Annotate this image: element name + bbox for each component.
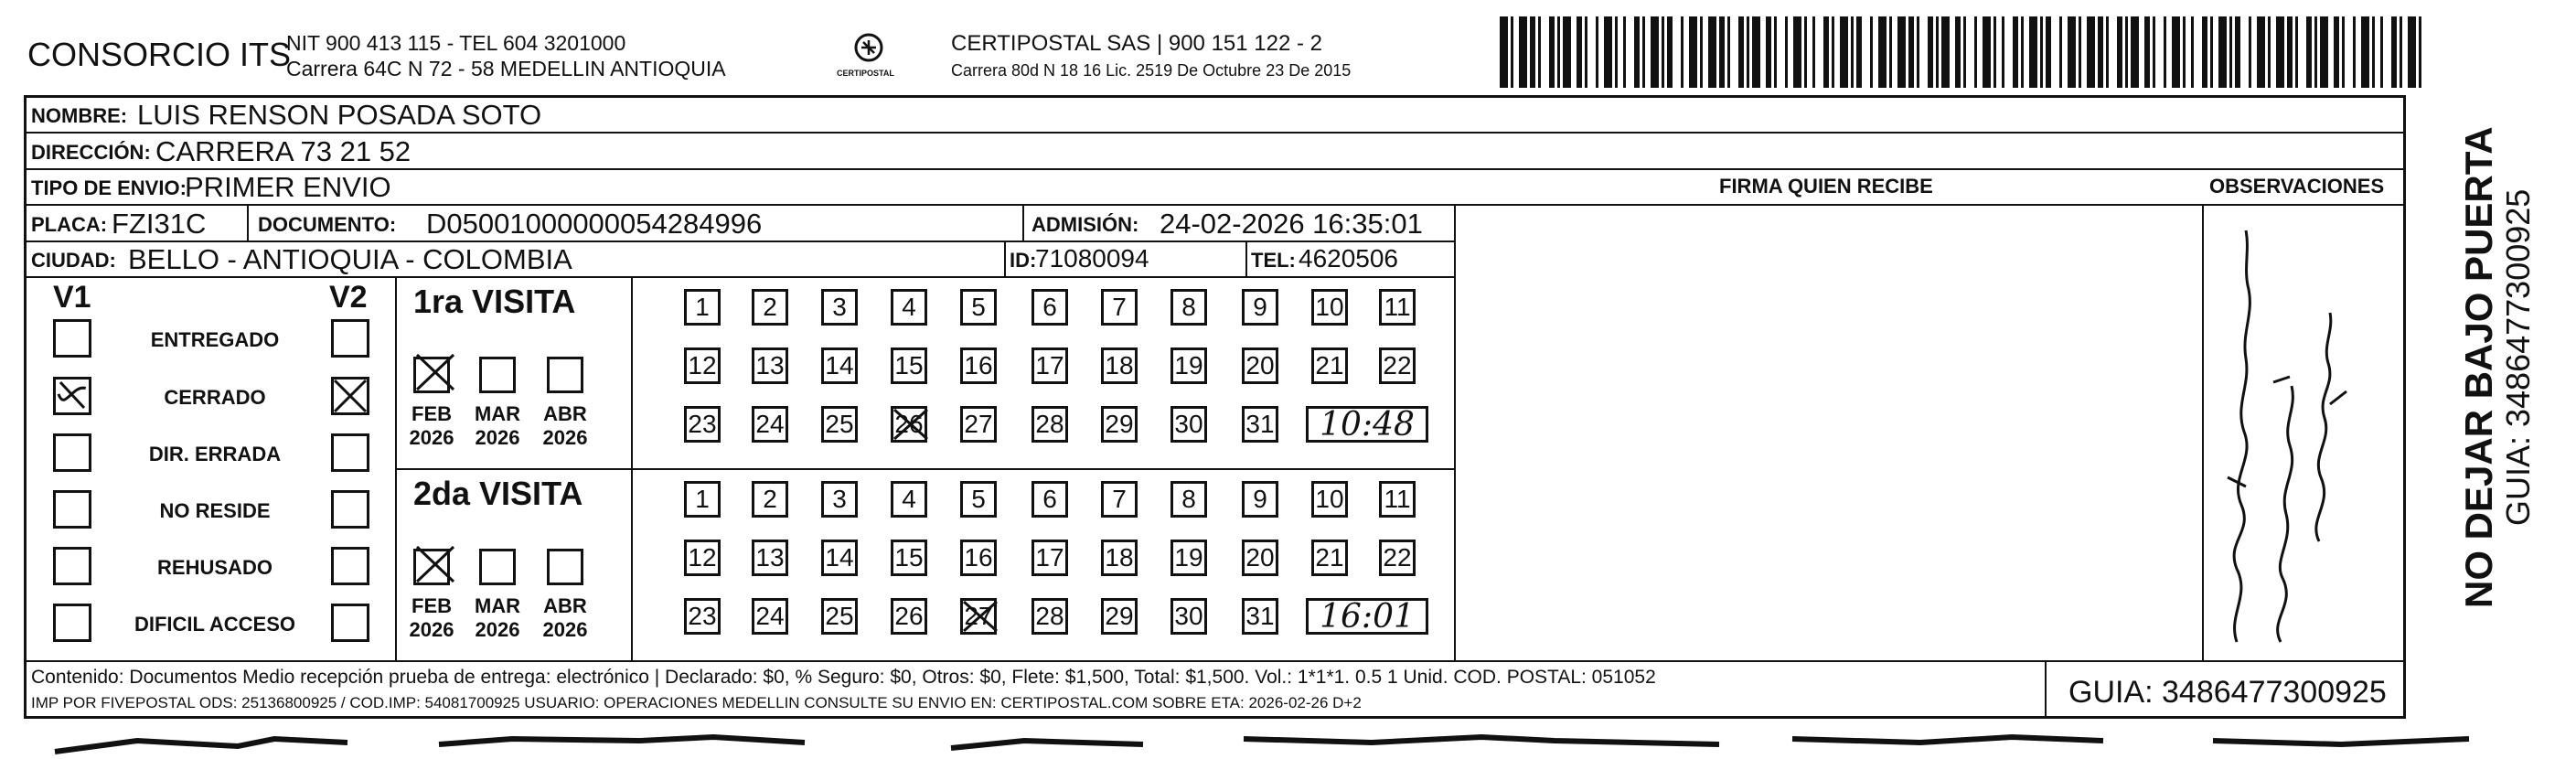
barcode-bar: [2257, 16, 2265, 88]
day-box-7[interactable]: 7: [1101, 289, 1138, 326]
barcode-bar: [2400, 16, 2402, 88]
tel-value: 4620506: [1299, 244, 1399, 273]
status-label: CERRADO: [164, 386, 266, 409]
barcode-bar: [1856, 16, 1862, 88]
barcode-bar: [2183, 16, 2186, 88]
barcode-bar: [2131, 16, 2139, 88]
day-box-17[interactable]: 17: [1031, 540, 1068, 576]
day-mark-icon: [891, 406, 931, 443]
day-box-19[interactable]: 19: [1170, 540, 1207, 576]
day-box-2[interactable]: 2: [752, 481, 788, 518]
side-warning: NO DEJAR BAJO PUERTA: [2457, 126, 2500, 608]
v1-checkbox[interactable]: [53, 604, 91, 642]
barcode-bar: [1596, 16, 1598, 88]
day-box-14[interactable]: 14: [821, 347, 858, 384]
col-divider: [1022, 204, 1024, 241]
month-label: MAR 2026: [474, 594, 521, 642]
month-label: ABR 2026: [542, 402, 588, 450]
status-label: ENTREGADO: [150, 328, 280, 351]
status-label: REHUSADO: [157, 556, 273, 579]
barcode-bar: [1840, 16, 1848, 88]
visit-title: 2da VISITA: [413, 475, 583, 512]
admision-value: 24-02-2026 16:35:01: [1160, 208, 1423, 240]
barcode-bar: [1662, 16, 1664, 88]
month-label: FEB 2026: [409, 402, 454, 450]
barcode-bar: [2334, 16, 2339, 88]
barcode-bar: [1812, 16, 1815, 88]
tel-label: TEL:: [1251, 249, 1296, 272]
day-box-24[interactable]: 24: [752, 406, 788, 443]
barcode-bar: [1897, 16, 1906, 88]
barcode-bar: [2218, 16, 2227, 88]
barcode-bar: [2029, 16, 2037, 88]
month-checkbox[interactable]: [547, 549, 583, 585]
barcode-bar: [2287, 16, 2293, 88]
v2-checkbox[interactable]: [331, 319, 369, 358]
day-box-30[interactable]: 30: [1170, 406, 1207, 443]
barcode-bar: [2235, 16, 2240, 88]
day-box-18[interactable]: 18: [1101, 347, 1138, 384]
barcode-bar: [1908, 16, 1914, 88]
day-box-22[interactable]: 22: [1379, 540, 1416, 576]
company-address-line: Carrera 64C N 72 - 58 MEDELLIN ANTIOQUIA: [286, 57, 726, 80]
day-box-25[interactable]: 25: [821, 406, 858, 443]
barcode-bar: [2419, 16, 2421, 88]
barcode-bar: [1993, 16, 1996, 88]
day-box-11[interactable]: 11: [1379, 289, 1416, 326]
nombre-value: LUIS RENSON POSADA SOTO: [137, 99, 542, 131]
barcode-bar: [2408, 16, 2416, 88]
status-label: DIFICIL ACCESO: [134, 613, 295, 636]
barcode-bar: [2372, 16, 2375, 88]
barcode-bar: [1530, 16, 1535, 88]
v1-checkbox[interactable]: [53, 490, 91, 529]
barcode-bar: [2144, 16, 2150, 88]
direccion-label: DIRECCIÓN:: [31, 141, 151, 164]
day-box-21[interactable]: 21: [1311, 347, 1348, 384]
barcode-bar: [1667, 16, 1673, 88]
barcode-bar: [1974, 16, 1977, 88]
day-box-28[interactable]: 28: [1031, 406, 1068, 443]
barcode-bar: [1747, 16, 1749, 88]
day-box-2[interactable]: 2: [752, 289, 788, 326]
barcode-bar: [2125, 16, 2128, 88]
courier-line1: CERTIPOSTAL SAS | 900 151 122 - 2: [951, 31, 1322, 56]
visit-time-box[interactable]: 10:48: [1306, 406, 1428, 443]
barcode-bar: [1793, 16, 1801, 88]
month-mark-icon: [413, 351, 457, 393]
barcode-bar: [1615, 16, 1618, 88]
barcode-bar: [1634, 16, 1640, 88]
day-box-29[interactable]: 29: [1101, 406, 1138, 443]
day-box-27[interactable]: 27: [960, 598, 997, 635]
barcode-bar: [1851, 16, 1854, 88]
barcode-bar: [1623, 16, 1626, 88]
barcode-bar: [1870, 16, 1873, 88]
barcode-bar: [2002, 16, 2004, 88]
barcode-bar: [1585, 16, 1587, 88]
footer-guia: GUIA: 3486477300925: [2068, 675, 2387, 710]
barcode-bar: [1604, 16, 1612, 88]
company-nit-line: NIT 900 413 115 - TEL 604 3201000: [286, 31, 626, 55]
barcode-bar: [2059, 16, 2062, 88]
footer-print-info: IMP POR FIVEPOSTAL ODS: 25136800925 / COD.IMP: 54081700925 USUARIO: OPERACIONES MEDELLIN CONSULTE SU ENVIO EN: CERTIPOSTAL.COM SOBRE ETA: 2026-02-26 D+2: [31, 694, 1362, 711]
month-label: ABR 2026: [542, 594, 588, 642]
barcode-bar: [1563, 16, 1571, 88]
tipo-envio-value: PRIMER ENVIO: [185, 171, 391, 203]
day-box-9[interactable]: 9: [1242, 289, 1278, 326]
day-box-4[interactable]: 4: [891, 289, 927, 326]
month-checkbox[interactable]: [479, 357, 516, 393]
barcode-bar: [1878, 16, 1887, 88]
id-value: 71080094: [1035, 244, 1149, 273]
barcode-bar: [2249, 16, 2251, 88]
barcode-bar: [1738, 16, 1744, 88]
footer-contents: Contenido: Documentos Medio recepción prueba de entrega: electrónico | Declarado: $0, % Seguro: $0, Otros: $0, Flete: $1,500, Total: $1,500. Vol.: 1*1*1. 0.5 1 Unid. COD. POSTAL: 051052: [31, 667, 1656, 688]
day-box-10[interactable]: 10: [1311, 289, 1348, 326]
barcode-bar: [2172, 16, 2180, 88]
barcode-bar: [2229, 16, 2232, 88]
row-divider: [24, 204, 2406, 206]
barcode-bar: [2087, 16, 2095, 88]
barcode-bar: [1917, 16, 1919, 88]
month-label: MAR 2026: [474, 402, 521, 450]
row-divider: [24, 276, 1455, 278]
logo-icon: [837, 26, 901, 90]
day-mark-icon: [960, 598, 1000, 635]
day-box-15[interactable]: 15: [891, 540, 927, 576]
day-box-15[interactable]: 15: [891, 347, 927, 384]
day-box-7[interactable]: 7: [1101, 481, 1138, 518]
day-box-29[interactable]: 29: [1101, 598, 1138, 635]
barcode-bar: [1727, 16, 1730, 88]
day-box-19[interactable]: 19: [1170, 347, 1207, 384]
barcode-bar: [2342, 16, 2345, 88]
barcode-bar: [2391, 16, 2397, 88]
v1-header: V1: [53, 280, 91, 315]
barcode-bar: [2276, 16, 2284, 88]
col-divider: [1454, 204, 1456, 661]
admision-label: ADMISIÓN:: [1031, 213, 1139, 236]
day-box-18[interactable]: 18: [1101, 540, 1138, 576]
barcode: [1500, 16, 2423, 88]
barcode-bar: [1936, 16, 1939, 88]
barcode-bar: [1511, 16, 1513, 88]
barcode-bar: [1832, 16, 1834, 88]
day-box-13[interactable]: 13: [752, 347, 788, 384]
certipostal-logo: [837, 26, 901, 90]
barcode-bar: [1785, 16, 1788, 88]
barcode-bar: [2295, 16, 2298, 88]
barcode-bar: [2040, 16, 2043, 88]
torn-edge-icon: [0, 732, 2576, 759]
barcode-bar: [2320, 16, 2328, 88]
col-divider: [1245, 241, 1247, 277]
nombre-label: NOMBRE:: [31, 104, 128, 127]
barcode-bar: [1577, 16, 1582, 88]
placa-value: FZI31C: [112, 208, 207, 240]
barcode-bar: [2164, 16, 2166, 88]
col-divider: [247, 204, 249, 241]
barcode-bar: [1500, 16, 1508, 88]
row-divider: [395, 468, 1454, 470]
barcode-bar: [1557, 16, 1560, 88]
v1-checkbox[interactable]: [53, 547, 91, 585]
barcode-bar: [2079, 16, 2081, 88]
logo-caption: CERTIPOSTAL: [837, 69, 894, 78]
barcode-bar: [2013, 16, 2018, 88]
side-guia: GUIA: 3486477300925: [2499, 188, 2537, 526]
visit-time-box[interactable]: 16:01: [1306, 598, 1428, 635]
day-box-14[interactable]: 14: [821, 540, 858, 576]
barcode-bar: [1963, 16, 1966, 88]
barcode-bar: [1549, 16, 1555, 88]
day-box-17[interactable]: 17: [1031, 347, 1068, 384]
barcode-bar: [2098, 16, 2103, 88]
barcode-bar: [1538, 16, 1541, 88]
day-box-27[interactable]: 27: [960, 406, 997, 443]
barcode-bar: [1752, 16, 1760, 88]
day-box-23[interactable]: 23: [684, 406, 721, 443]
barcode-bar: [2380, 16, 2383, 88]
day-box-21[interactable]: 21: [1311, 540, 1348, 576]
barcode-bar: [2117, 16, 2122, 88]
day-box-26[interactable]: 26: [891, 598, 927, 635]
v2-checkbox[interactable]: [331, 547, 369, 585]
day-box-8[interactable]: 8: [1170, 481, 1207, 518]
barcode-bar: [1766, 16, 1771, 88]
documento-label: DOCUMENTO:: [258, 213, 397, 236]
day-box-20[interactable]: 20: [1242, 540, 1278, 576]
barcode-bar: [1774, 16, 1777, 88]
day-box-31[interactable]: 31: [1242, 598, 1278, 635]
barcode-bar: [1651, 16, 1659, 88]
row-divider: [24, 241, 1455, 242]
day-box-24[interactable]: 24: [752, 598, 788, 635]
status-label: DIR. ERRADA: [148, 443, 282, 465]
day-box-30[interactable]: 30: [1170, 598, 1207, 635]
barcode-bar: [1719, 16, 1725, 88]
visit-title: 1ra VISITA: [413, 283, 576, 320]
tipo-envio-label: TIPO DE ENVIO:: [31, 176, 187, 199]
barcode-bar: [1642, 16, 1645, 88]
handwriting-icon: [2209, 212, 2401, 656]
row-divider: [24, 168, 2406, 170]
barcode-bar: [1983, 16, 1991, 88]
barcode-bar: [1708, 16, 1716, 88]
day-box-12[interactable]: 12: [684, 347, 721, 384]
company-name: CONSORCIO ITS: [27, 36, 292, 73]
barcode-bar: [1700, 16, 1703, 88]
barcode-bar: [2068, 16, 2076, 88]
day-box-13[interactable]: 13: [752, 540, 788, 576]
v2-checkbox[interactable]: [331, 604, 369, 642]
day-box-5[interactable]: 5: [960, 481, 997, 518]
barcode-bar: [2046, 16, 2051, 88]
day-box-9[interactable]: 9: [1242, 481, 1278, 518]
observaciones-header: OBSERVACIONES: [2209, 175, 2385, 198]
barcode-bar: [2353, 16, 2356, 88]
day-box-3[interactable]: 3: [821, 481, 858, 518]
observations-area[interactable]: [2209, 212, 2401, 656]
day-box-23[interactable]: 23: [684, 598, 721, 635]
barcode-bar: [1955, 16, 1961, 88]
barcode-bar: [2268, 16, 2271, 88]
v2-checkbox[interactable]: [331, 490, 369, 529]
barcode-bar: [2106, 16, 2109, 88]
day-box-22[interactable]: 22: [1379, 347, 1416, 384]
day-box-20[interactable]: 20: [1242, 347, 1278, 384]
day-box-8[interactable]: 8: [1170, 289, 1207, 326]
day-box-6[interactable]: 6: [1031, 481, 1068, 518]
signature-area[interactable]: [1461, 210, 2193, 654]
row-divider: [24, 132, 2406, 134]
barcode-bar: [2210, 16, 2213, 88]
ciudad-value: BELLO - ANTIOQUIA - COLOMBIA: [128, 243, 572, 275]
day-box-10[interactable]: 10: [1311, 481, 1348, 518]
barcode-bar: [1689, 16, 1697, 88]
id-label: ID:: [1010, 249, 1037, 272]
barcode-bar: [2361, 16, 2369, 88]
barcode-bar: [2021, 16, 2024, 88]
v2-header: V2: [329, 280, 368, 315]
v2-mark-icon: [331, 377, 369, 415]
barcode-bar: [1519, 16, 1527, 88]
day-box-26[interactable]: 26: [891, 406, 927, 443]
day-box-31[interactable]: 31: [1242, 406, 1278, 443]
day-box-6[interactable]: 6: [1031, 289, 1068, 326]
v1-checkbox[interactable]: [53, 319, 91, 358]
placa-label: PLACA:: [31, 213, 108, 236]
firma-header: FIRMA QUIEN RECIBE: [1719, 175, 1933, 198]
day-box-1[interactable]: 1: [684, 481, 721, 518]
barcode-bar: [1889, 16, 1892, 88]
month-mark-icon: [413, 543, 457, 585]
col-divider: [2045, 660, 2047, 719]
barcode-bar: [1823, 16, 1829, 88]
day-box-3[interactable]: 3: [821, 289, 858, 326]
day-box-4[interactable]: 4: [891, 481, 927, 518]
day-box-16[interactable]: 16: [960, 540, 997, 576]
barcode-bar: [1804, 16, 1807, 88]
barcode-bar: [2202, 16, 2207, 88]
barcode-bar: [2306, 16, 2312, 88]
courier-line2: Carrera 80d N 18 16 Lic. 2519 De Octubre 23 De 2015: [951, 61, 1352, 80]
direccion-value: CARRERA 73 21 52: [155, 135, 412, 167]
barcode-bar: [2314, 16, 2317, 88]
col-divider: [1004, 241, 1006, 277]
day-box-25[interactable]: 25: [821, 598, 858, 635]
day-box-5[interactable]: 5: [960, 289, 997, 326]
row-divider: [24, 660, 2406, 662]
month-checkbox[interactable]: [479, 549, 516, 585]
day-box-12[interactable]: 12: [684, 540, 721, 576]
day-box-1[interactable]: 1: [684, 289, 721, 326]
month-label: FEB 2026: [409, 594, 454, 642]
day-box-28[interactable]: 28: [1031, 598, 1068, 635]
barcode-bar: [2153, 16, 2155, 88]
v1-checkbox[interactable]: [53, 433, 91, 472]
v1-mark-icon: [53, 377, 91, 415]
col-divider: [2202, 204, 2204, 661]
month-checkbox[interactable]: [547, 357, 583, 393]
barcode-bar: [1941, 16, 1950, 88]
documento-value: D05001000000054284996: [426, 208, 763, 240]
day-box-16[interactable]: 16: [960, 347, 997, 384]
status-label: NO RESIDE: [159, 499, 271, 522]
day-box-11[interactable]: 11: [1379, 481, 1416, 518]
v2-checkbox[interactable]: [331, 433, 369, 472]
barcode-bar: [2191, 16, 2194, 88]
ciudad-label: CIUDAD:: [31, 249, 116, 272]
barcode-bar: [1928, 16, 1933, 88]
barcode-bar: [1681, 16, 1683, 88]
